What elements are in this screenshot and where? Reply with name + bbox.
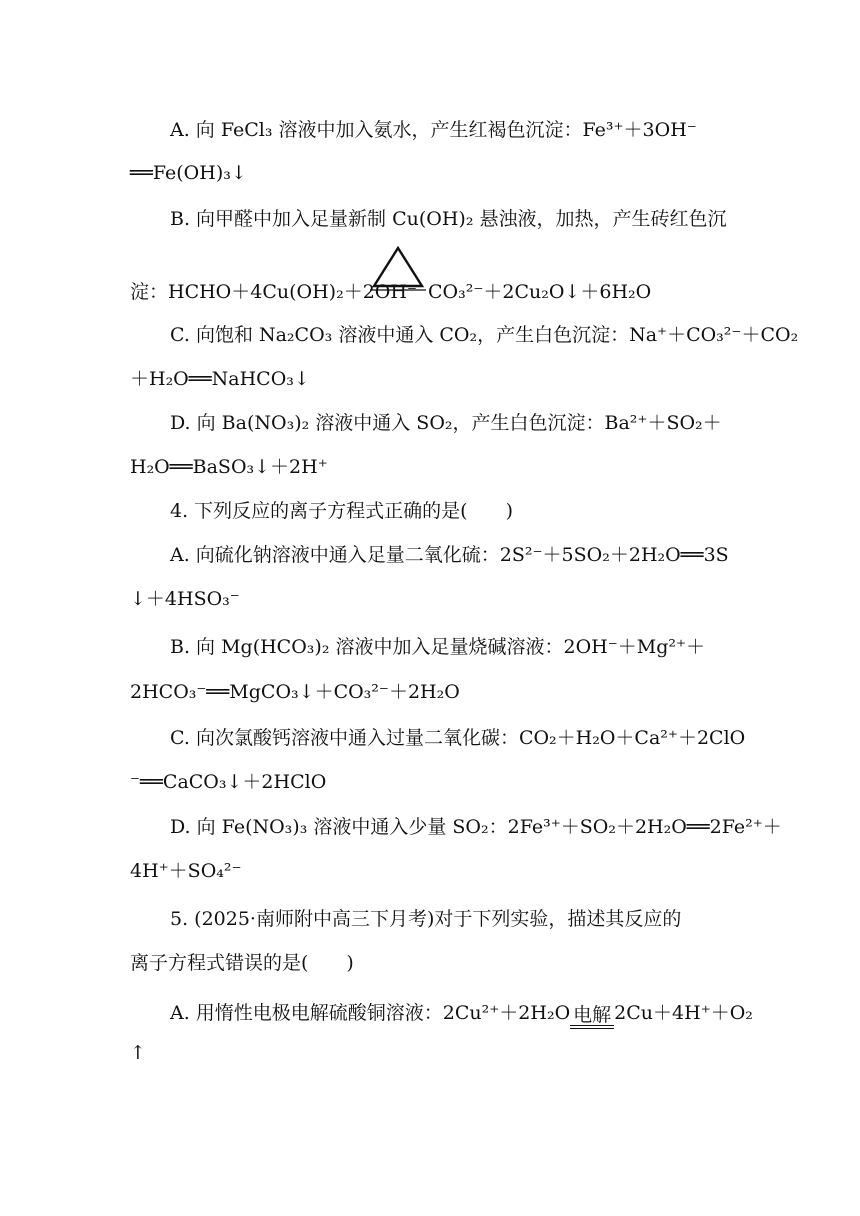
option-3d-line2: H₂O══BaSO₃↓＋2H⁺ (130, 456, 328, 478)
electrolysis-double-line (570, 1025, 614, 1029)
option-3c-line2: ＋H₂O══NaHCO₃↓ (130, 368, 310, 390)
option-4a-line1: A. 向硫化钠溶液中通入足量二氧化硫：2S²⁻＋5SO₂＋2H₂O══3S (170, 544, 729, 566)
option-4b-line1: B. 向 Mg(HCO₃)₂ 溶液中加入足量烧碱溶液：2OH⁻＋Mg²⁺＋ (170, 636, 706, 658)
option-4a-line2: ↓＋4HSO₃⁻ (130, 588, 240, 610)
option-3a-line2: ══Fe(OH)₃↓ (130, 162, 247, 184)
option-4b-line2: 2HCO₃⁻══MgCO₃↓＋CO₃²⁻＋2H₂O (130, 681, 460, 703)
question-5-stem-line1: 5. (2025·南师附中高三下月考)对于下列实验，描述其反应的 (170, 908, 682, 930)
option-4d-line1: D. 向 Fe(NO₃)₃ 溶液中通入少量 SO₂：2Fe³⁺＋SO₂＋2H₂O══2Fe²⁺＋ (170, 816, 782, 838)
option-3b-line1: B. 向甲醛中加入足量新制 Cu(OH)₂ 悬浊液，加热，产生砖红色沉 (170, 208, 727, 230)
option-3b-line2-right: CO₃²⁻＋2Cu₂O↓＋6H₂O (428, 281, 652, 303)
option-5a-line1 (170, 1000, 753, 1029)
question-5-stem-line2: 离子方程式错误的是( ) (130, 952, 354, 974)
option-4d-line2: 4H⁺＋SO₄²⁻ (130, 860, 242, 882)
option-5a-line2: ↑ (130, 1042, 146, 1064)
option-5a-left: A. 用惰性电极电解硫酸铜溶液：2Cu²⁺＋2H₂O (170, 1002, 571, 1024)
option-3b-line2-left: 淀：HCHO＋4Cu(OH)₂＋2OH⁻ (130, 281, 417, 303)
option-3a-line1: A. 向 FeCl₃ 溶液中加入氨水，产生红褐色沉淀：Fe³⁺＋3OH⁻ (170, 119, 697, 141)
option-3c-line1: C. 向饱和 Na₂CO₃ 溶液中通入 CO₂，产生白色沉淀：Na⁺＋CO₃²⁻＋CO₂ (170, 324, 799, 346)
option-3d-line1: D. 向 Ba(NO₃)₂ 溶液中通入 SO₂，产生白色沉淀：Ba²⁺＋SO₂＋ (170, 412, 722, 434)
heating-triangle-icon (370, 246, 426, 296)
electrolysis-arrow (570, 1006, 614, 1029)
option-4c-line2: ⁻══CaCO₃↓＋2HClO (130, 771, 327, 793)
electrolysis-label: 电解 (573, 1004, 612, 1026)
option-4c-line1: C. 向次氯酸钙溶液中通入过量二氧化碳：CO₂＋H₂O＋Ca²⁺＋2ClO (170, 727, 746, 749)
question-4-stem: 4. 下列反应的离子方程式正确的是( ) (170, 500, 513, 522)
option-5a-right: 2Cu＋4H⁺＋O₂ (614, 1002, 753, 1024)
